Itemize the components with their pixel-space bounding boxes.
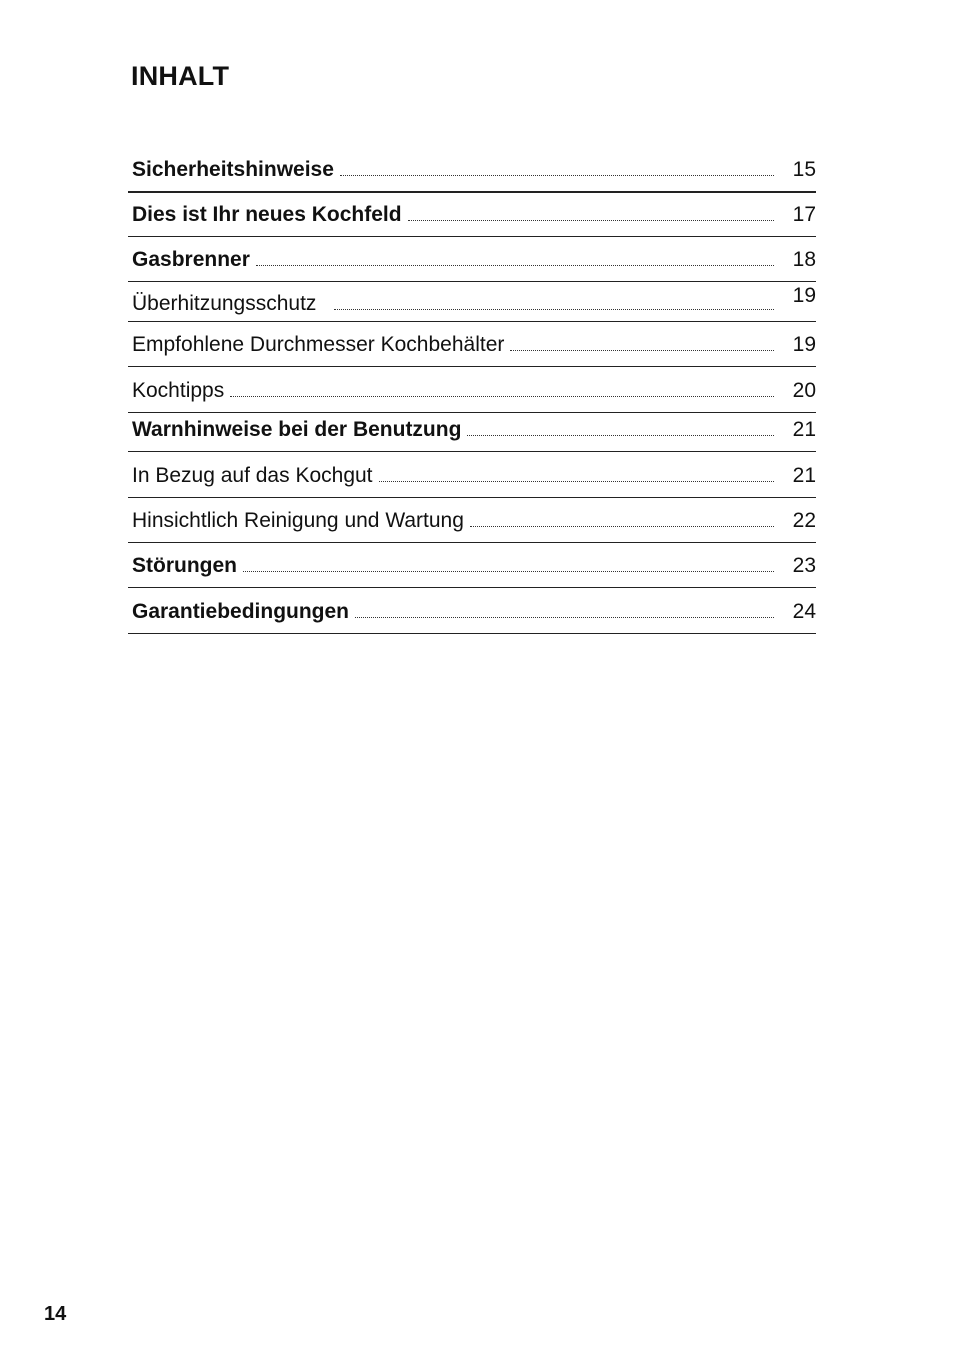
toc-entry-label: Störungen bbox=[132, 554, 237, 577]
toc-entry[interactable] bbox=[128, 148, 816, 193]
toc-entry[interactable] bbox=[128, 282, 816, 322]
toc-entry[interactable] bbox=[128, 498, 816, 543]
toc-entry[interactable] bbox=[128, 367, 816, 413]
toc-entry-page: 17 bbox=[792, 203, 816, 226]
toc-entry[interactable] bbox=[128, 588, 816, 634]
toc-entry[interactable] bbox=[128, 543, 816, 588]
toc-leader-dots bbox=[355, 617, 774, 618]
toc-leader-dots bbox=[256, 265, 774, 266]
toc-entry[interactable] bbox=[128, 452, 816, 498]
toc-leader-dots bbox=[243, 571, 774, 572]
toc-entry-page: 19 bbox=[792, 333, 816, 356]
toc-leader-dots bbox=[334, 309, 774, 310]
toc-entry[interactable] bbox=[128, 193, 816, 237]
toc-entry-page: 21 bbox=[792, 418, 816, 441]
toc-entry-label: In Bezug auf das Kochgut bbox=[132, 464, 373, 487]
toc-entry-page: 21 bbox=[792, 464, 816, 487]
toc-entry[interactable] bbox=[128, 322, 816, 367]
toc-entry-label: Empfohlene Durchmesser Kochbehälter bbox=[132, 333, 505, 356]
toc-entry[interactable] bbox=[128, 237, 816, 282]
toc-entry-label: Warnhinweise bei der Benutzung bbox=[132, 418, 462, 441]
toc-entry-page: 18 bbox=[792, 248, 816, 271]
toc-leader-dots bbox=[510, 350, 774, 351]
toc-entry-label: Gasbrenner bbox=[132, 248, 250, 271]
table-of-contents bbox=[128, 148, 816, 634]
toc-leader-dots bbox=[230, 396, 774, 397]
toc-leader-dots bbox=[467, 435, 774, 436]
toc-leader-dots bbox=[379, 481, 774, 482]
page-title: INHALT bbox=[131, 61, 230, 91]
toc-leader-dots bbox=[408, 220, 774, 221]
toc-leader-dots bbox=[470, 526, 774, 527]
toc-entry-page: 23 bbox=[792, 554, 816, 577]
toc-entry-label: Kochtipps bbox=[132, 379, 225, 402]
toc-entry-label: Dies ist Ihr neues Kochfeld bbox=[132, 203, 402, 226]
toc-entry[interactable] bbox=[128, 413, 816, 452]
toc-leader-dots bbox=[340, 175, 774, 176]
toc-entry-page: 24 bbox=[792, 600, 816, 623]
toc-entry-label: Garantiebedingungen bbox=[132, 600, 350, 623]
toc-entry-page: 19 bbox=[792, 284, 816, 307]
toc-entry-label: Hinsichtlich Reinigung und Wartung bbox=[132, 509, 464, 532]
toc-entry-label: Sicherheitshinweise bbox=[132, 158, 334, 181]
toc-entry-page: 22 bbox=[792, 509, 816, 532]
toc-entry-page: 15 bbox=[792, 158, 816, 181]
toc-entry-label: Überhitzungsschutz bbox=[132, 292, 317, 315]
toc-entry-page: 20 bbox=[792, 379, 816, 402]
page-number: 14 bbox=[44, 1303, 67, 1325]
